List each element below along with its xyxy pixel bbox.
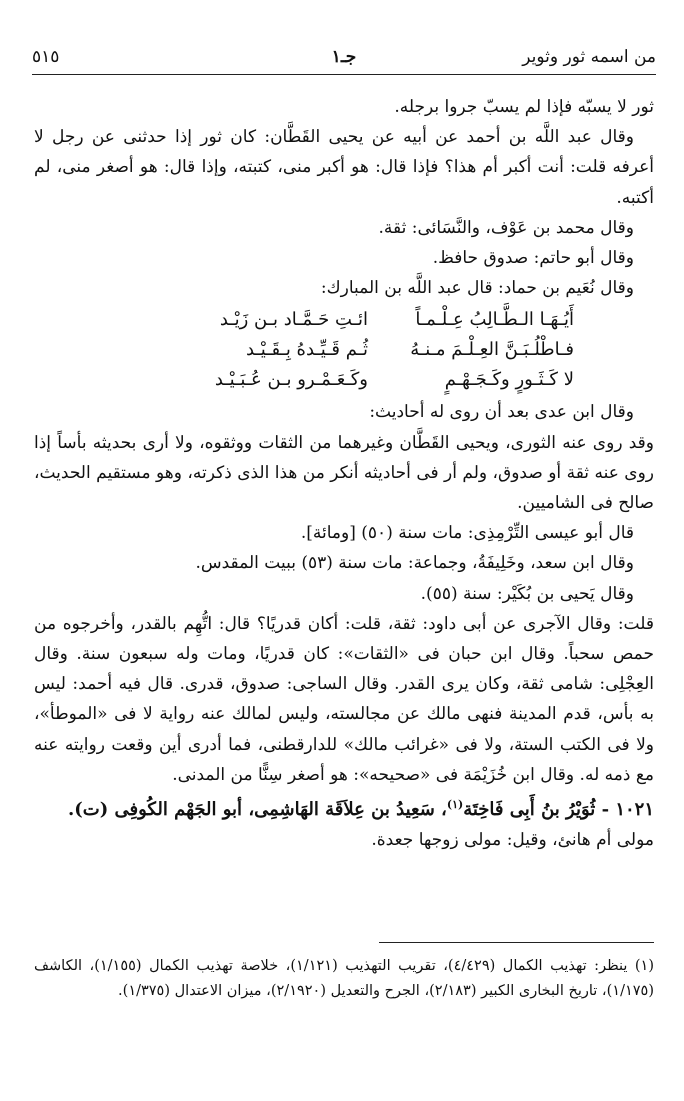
paragraph: ثور لا يسبّه فإذا لم يسبّ جروا برجله. [394, 97, 654, 117]
paragraph: مولى أم هانئ، وقيل: مولى زوجها جعدة. [371, 830, 654, 851]
page-header [32, 40, 656, 75]
paragraph: قال أبو عيسى التِّرْمِذِى: مات سنة (٥٠) [ومائة]. [300, 523, 634, 544]
poem-line [34, 335, 574, 365]
running-title: من اسمه ثور وثوير [522, 47, 656, 67]
biography-entry [34, 790, 654, 825]
paragraph: وقال نُعَيم بن حماد: قال عبد اللَّه بن المبارك: [320, 278, 634, 299]
poem-line [34, 365, 574, 395]
entry-name: ثُوَيْرُ بنُ أَبِى فَاخِتَة [463, 799, 596, 821]
paragraph: وقد روى عنه الثورى، ويحيى القَطَّان وغيرهما من الثقات ووثقوه، ولا أرى بحديثه بأساً إذا روى عنه ثقة أو صدوق، ولم أر فى أحاديثه أنكر من هذا الذى ذكرته، وهو مستقيم الحديث، صالح فى الشاميين. [34, 432, 654, 514]
poem-hemistich: أَيُـهَـا الـطَّـالِبُ عِـلْـمـاً [415, 309, 574, 331]
paragraph: وقال عبد اللَّه بن أحمد عن أبيه عن يحيى القَطَّان: كان ثور إذا حدثنى عن رجل لا أعرفه قلت: أنت أكبر أم هذا؟ فإذا قال: هو أكبر منى، كتبته، وإذا قال: هو أصغر منى، لم أكتبه. [34, 127, 654, 208]
poem-line [34, 305, 574, 335]
poem-hemistich: لا كَـثَـورٍ وكَـجَـهْـمٍ [444, 369, 574, 391]
paragraph: قلت: وقال الآجرى عن أبى داود: ثقة، قلت: أكان قدريًا؟ قال: اتُّهِم بالقدر، وأخرجوه من حمص سحباً. وقال ابن حبان فى «الثقات»: كان قدريًا، ومات وله سبعون سنة. وقال العِجْلِى: شامى ثقة، وكان يرى القدر. وقال الساجى: صدوق، قدرى. قال فيه أحمد: ليس به بأس، قدم المدينة فنهى مالك عن مجالسته، وليس لمالك عنه رواية لا فى «الموطأ»، ولا فى الكتب الستة، ولا فى «غرائب مالك» للدارقطنى، فما أدرى أين وقعت روايته عنه مع ذمه له. وقال ابن خُزَيْمَة فى «صحيحه»: هو أصغر سِنًّا من المدنى. [34, 613, 654, 785]
entry-rest: ، سَعِيدُ بن عِلاَقَة الهَاشِمِى، أبو الجَهْم الكُوفِى (ت). [67, 799, 447, 821]
paragraph: وقال محمد بن عَوْف، والنَّسَائى: ثقة. [378, 217, 634, 238]
paragraph: وقال يَحيى بن بُكَيْر: سنة (٥٥). [420, 583, 634, 604]
paragraph: وقال أبو حاتم: صدوق حافظ. [432, 248, 634, 269]
paragraph: وقال ابن سعد، وخَلِيفَةُ، وجماعة: مات سنة (٥٣) ببيت المقدس. [195, 553, 634, 574]
footnote: (١) ينظر: تهذيب الكمال (٤/٤٢٩)، تقريب التهذيب (١/١٢١)، خلاصة تهذيب الكمال (١/١٥٥)، الكاشف (١/١٧٥)، تاريخ البخارى الكبير (٢/١٨٣)، الجرح والتعديل (٢/١٩٢٠)، ميزان الاعتدال (١/٣٧٥). [34, 958, 655, 999]
footnote-divider [379, 942, 654, 943]
poem-hemistich: ثُـم قَـيِّـدهُ بِـقَـيْـد [246, 339, 368, 361]
volume-label: جـ١ [331, 47, 357, 67]
poem-hemistich: فـاطْلُـبَـنَّ العِـلْـمَ مـنـهُ [410, 339, 574, 361]
poem-hemistich: وكَـعَـمْـرو بـن عُـبَـيْـد [214, 369, 368, 391]
page-number: ٥١٥ [32, 47, 60, 67]
main-text [34, 92, 654, 855]
entry-number: ١٠٢١ - [601, 799, 654, 821]
poem [34, 305, 654, 395]
poem-hemistich: ائـتِ حَـمَّـاد بـن زَيْـد [219, 309, 368, 331]
footnote-ref[interactable]: (١) [446, 798, 464, 812]
paragraph: وقال ابن عدى بعد أن روى له أحاديث: [369, 402, 634, 423]
